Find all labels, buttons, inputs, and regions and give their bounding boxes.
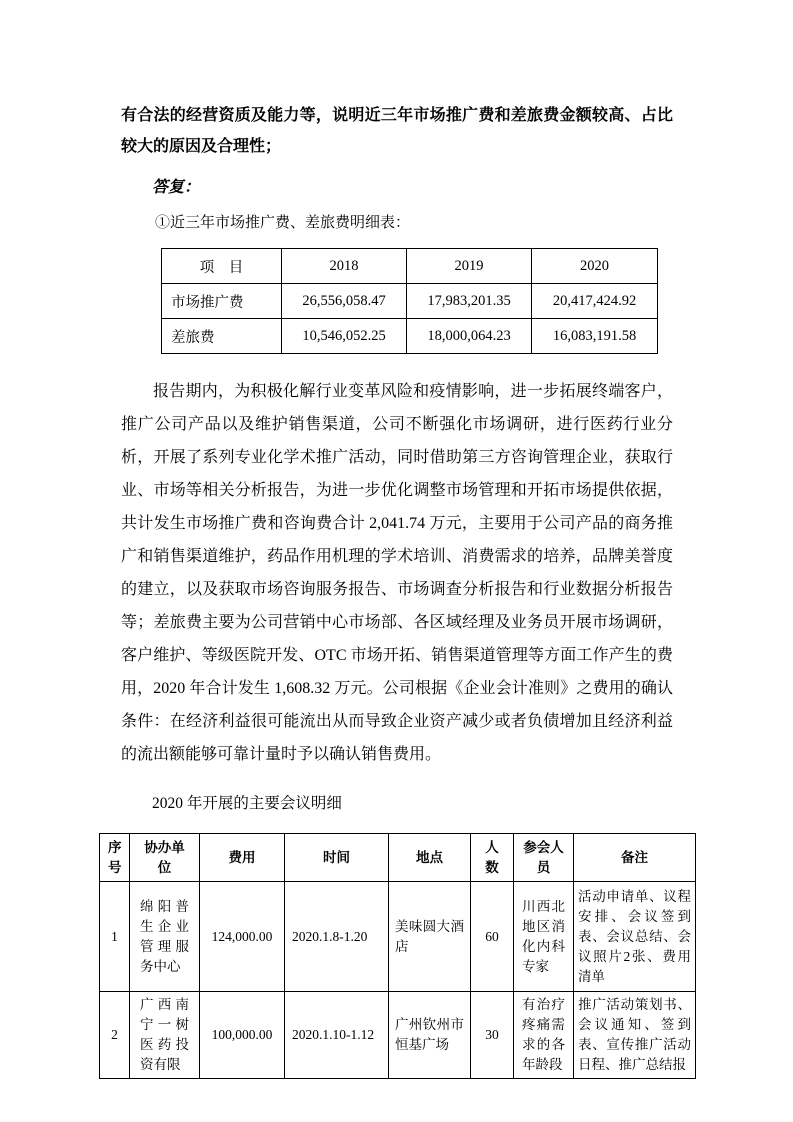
meetings-table bbox=[99, 833, 696, 1079]
meeting-cell-place: 广州钦州市恒基广场 bbox=[389, 992, 471, 1079]
meeting-cell-count: 30 bbox=[471, 992, 514, 1079]
meetings-col-fee: 费用 bbox=[200, 834, 285, 882]
expense-cell-2019: 17,983,201.35 bbox=[407, 284, 532, 319]
meeting-cell-time: 2020.1.10-1.12 bbox=[285, 992, 389, 1079]
meeting-cell-attendees: 川西北地区消化内科专家 bbox=[514, 882, 574, 992]
meeting-row bbox=[100, 992, 696, 1079]
expense-row-promotion bbox=[162, 284, 658, 319]
meeting-cell-place: 美味圆大酒店 bbox=[389, 882, 471, 992]
expense-col-item: 项 目 bbox=[162, 249, 282, 284]
expense-cell-2018: 26,556,058.47 bbox=[282, 284, 407, 319]
meetings-col-count: 人数 bbox=[471, 834, 514, 882]
meeting-cell-fee: 124,000.00 bbox=[200, 882, 285, 992]
expense-col-2018: 2018 bbox=[282, 249, 407, 284]
expense-cell-2020: 16,083,191.58 bbox=[532, 319, 658, 354]
meeting-cell-time: 2020.1.8-1.20 bbox=[285, 882, 389, 992]
expense-cell-2019: 18,000,064.23 bbox=[407, 319, 532, 354]
expense-cell-2020: 20,417,424.92 bbox=[532, 284, 658, 319]
question-heading: 有合法的经营资质及能力等，说明近三年市场推广费和差旅费金额较高、占比较大的原因及合理性； bbox=[121, 107, 673, 155]
meetings-col-notes: 备注 bbox=[574, 834, 696, 882]
expense-row-travel bbox=[162, 319, 658, 354]
meetings-col-organizer: 协办单位 bbox=[130, 834, 200, 882]
meeting-cell-organizer: 绵阳普生企业管理服务中心 bbox=[130, 882, 200, 992]
expense-table-header-row bbox=[162, 249, 658, 284]
meeting-row bbox=[100, 882, 696, 992]
meeting-cell-notes: 推广活动策划书、会议通知、签到表、宣传推广活动日程、推广总结报 bbox=[574, 992, 696, 1079]
meeting-cell-no: 2 bbox=[100, 992, 130, 1079]
expense-table bbox=[161, 248, 658, 354]
body-paragraph: 报告期内，为积极化解行业变革风险和疫情影响，进一步拓展终端客户，推广公司产品以及维护销售渠道，公司不断强化市场调研，进行医药行业分析，开展了系列专业化学术推广活动，同时借助第三方咨询管理企业，获取行业、市场等相关分析报告，为进一步优化调整市场管理和开拓市场提供依据，共计发生市场推广费和咨询费合计 2,041.74 万元，主要用于公司产品的商务推广和销售渠道维护，药品作用机理的学术培训、消费需求的培养，品牌美誉度的建立，以及获取市场咨询服务报告、市场调查分析报告和行业数据分析报告等；差旅费主要为公司营销中心市场部、各区域经理及业务员开展市场调研，客户维护、等级医院开发、OTC 市场开拓、销售渠道管理等方面工作产生的费用，2020 年合计发生 1,608.32 万元。公司根据《企业会计准则》之费用的确认条件：在经济利益很可能流出从而导致企业资产减少或者负债增加且经济利益的流出额能够可靠计量时予以确认销售费用。 bbox=[121, 383, 673, 763]
table2-caption: 2020 年开展的主要会议明细 bbox=[152, 795, 342, 812]
meetings-table-header-row bbox=[100, 834, 696, 882]
meetings-col-no: 序号 bbox=[100, 834, 130, 882]
meeting-cell-organizer: 广西南宁一树医药投资有限 bbox=[130, 992, 200, 1079]
expense-col-2019: 2019 bbox=[407, 249, 532, 284]
expense-cell-item: 市场推广费 bbox=[162, 284, 282, 319]
meetings-col-place: 地点 bbox=[389, 834, 471, 882]
reply-label: 答复： bbox=[152, 179, 201, 196]
expense-cell-item: 差旅费 bbox=[162, 319, 282, 354]
expense-cell-2018: 10,546,052.25 bbox=[282, 319, 407, 354]
meeting-cell-notes: 活动申请单、议程安排、会议签到表、会议总结、会议照片2张、费用清单 bbox=[574, 882, 696, 992]
meeting-cell-fee: 100,000.00 bbox=[200, 992, 285, 1079]
table1-caption: ①近三年市场推广费、差旅费明细表： bbox=[155, 215, 411, 231]
meetings-col-time: 时间 bbox=[285, 834, 389, 882]
meetings-col-attendees: 参会人员 bbox=[514, 834, 574, 882]
meeting-cell-count: 60 bbox=[471, 882, 514, 992]
expense-col-2020: 2020 bbox=[532, 249, 658, 284]
meeting-cell-attendees: 有治疗疼痛需求的各年龄段 bbox=[514, 992, 574, 1079]
meeting-cell-no: 1 bbox=[100, 882, 130, 992]
